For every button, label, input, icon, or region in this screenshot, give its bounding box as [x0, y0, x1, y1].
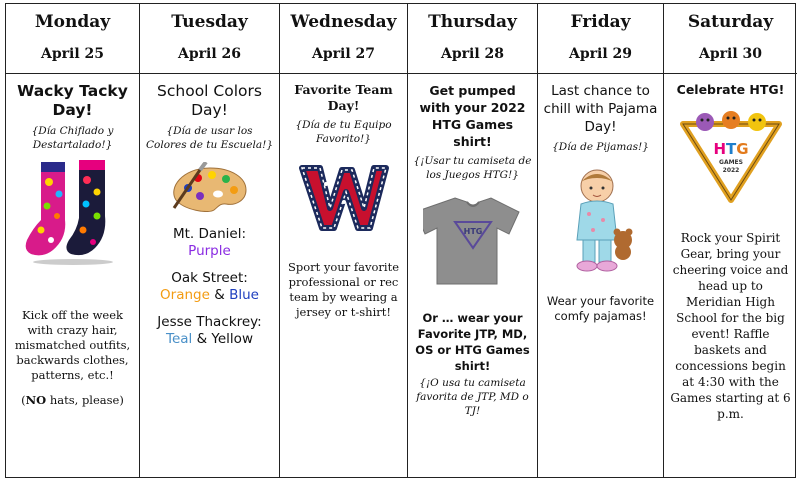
school-color-word: & [209, 287, 230, 303]
header-wednesday [280, 4, 408, 74]
tshirt-icon [423, 192, 523, 288]
school-color-entry [145, 270, 274, 304]
header-thursday [408, 4, 538, 74]
school-colors [145, 243, 274, 260]
saturday-title: Celebrate HTG! [676, 82, 785, 97]
monday-title: Wacky Tacky Day! [17, 82, 128, 119]
thursday-title: Get pumped with your 2022 HTG Games shirt! [419, 83, 526, 149]
day-name: Friday [570, 12, 631, 32]
day-name: Thursday [428, 12, 517, 32]
monday-note-rest: hats, please) [46, 393, 124, 407]
htg-logo-games: GAMES [718, 159, 743, 166]
day-name: Wednesday [290, 12, 397, 32]
saturday-body: Rock your Spirit Gear, bring your cheering voice and head up to Meridian High School for the big event! Raffle baskets and concessions begin at 4:30 with the Games starting at 6 p.m. [670, 231, 791, 421]
friday-subtitle: {Día de Pijamas!} [552, 141, 649, 153]
wednesday-title: Favorite Team Day! [294, 82, 393, 113]
monday-note [11, 393, 134, 408]
socks-icon [23, 158, 123, 266]
header-tuesday [140, 4, 280, 74]
thursday-or-subtitle: {¡O usa tu camiseta favorita de JTP, MD o TJ! [416, 377, 529, 417]
school-colors [145, 331, 274, 348]
school-color-entry [145, 314, 274, 348]
wednesday-subtitle: {Día de tu Equipo Favorito!} [295, 119, 392, 145]
tuesday-subtitle: {Día de usar los Colores de tu Escuela!} [145, 125, 273, 151]
team-logo-icon [296, 158, 392, 238]
day-name: Saturday [687, 12, 774, 32]
school-color-word: Orange [160, 287, 210, 303]
monday-note-bold: NO [25, 393, 47, 407]
htg-games-logo-icon [675, 108, 787, 204]
htg-logo-text: HTG [712, 140, 749, 158]
day-date: April 30 [698, 46, 763, 62]
monday-note-open: ( [21, 393, 26, 407]
cell-friday [538, 74, 664, 477]
paint-palette-icon [170, 162, 250, 212]
thursday-or-text: Or … wear your Favorite JTP, MD, OS or HTG Games shirt! [415, 311, 530, 373]
header-friday [538, 4, 664, 74]
day-date: April 28 [440, 46, 505, 62]
day-date: April 29 [568, 46, 633, 62]
school-color-entry [145, 226, 274, 260]
friday-title: Last chance to chill with Pajama Day! [543, 83, 658, 135]
school-name: Oak Street: [171, 270, 248, 286]
day-name: Tuesday [171, 12, 248, 32]
cell-thursday [408, 74, 538, 477]
school-colors-list [145, 226, 274, 348]
school-name: Mt. Daniel: [172, 226, 247, 242]
friday-body: Wear your favorite comfy pajamas! [546, 294, 655, 323]
monday-subtitle: {Día Chiflado y Destartalado!} [31, 125, 114, 151]
shirt-text: HTG [463, 227, 482, 236]
htg-logo-year: 2022 [722, 167, 739, 174]
day-date: April 26 [177, 46, 242, 62]
school-color-word: Teal [166, 331, 193, 347]
pajama-kid-icon [565, 164, 637, 276]
school-color-word: & Yellow [192, 331, 253, 347]
cell-wednesday [280, 74, 408, 477]
school-name: Jesse Thackrey: [157, 314, 262, 330]
tuesday-title: School Colors Day! [157, 82, 262, 119]
header-saturday [664, 4, 797, 74]
cell-tuesday [140, 74, 280, 477]
day-name: Monday [34, 12, 111, 32]
school-color-word: Purple [188, 243, 231, 259]
day-date: April 25 [40, 46, 105, 62]
header-monday [6, 4, 140, 74]
day-date: April 27 [311, 46, 376, 62]
cell-saturday [664, 74, 797, 477]
cell-monday [6, 74, 140, 477]
school-color-word: Blue [229, 287, 259, 303]
wednesday-body: Sport your favorite professional or rec team by wearing a jersey or t-shirt! [287, 260, 400, 319]
monday-body: Kick off the week with crazy hair, mismatched outfits, backwards clothes, patterns, etc.! [14, 308, 131, 382]
thursday-subtitle: {¡Usar tu camiseta de los Juegos HTG!} [413, 155, 532, 181]
school-colors [145, 287, 274, 304]
weekly-calendar [5, 3, 796, 478]
